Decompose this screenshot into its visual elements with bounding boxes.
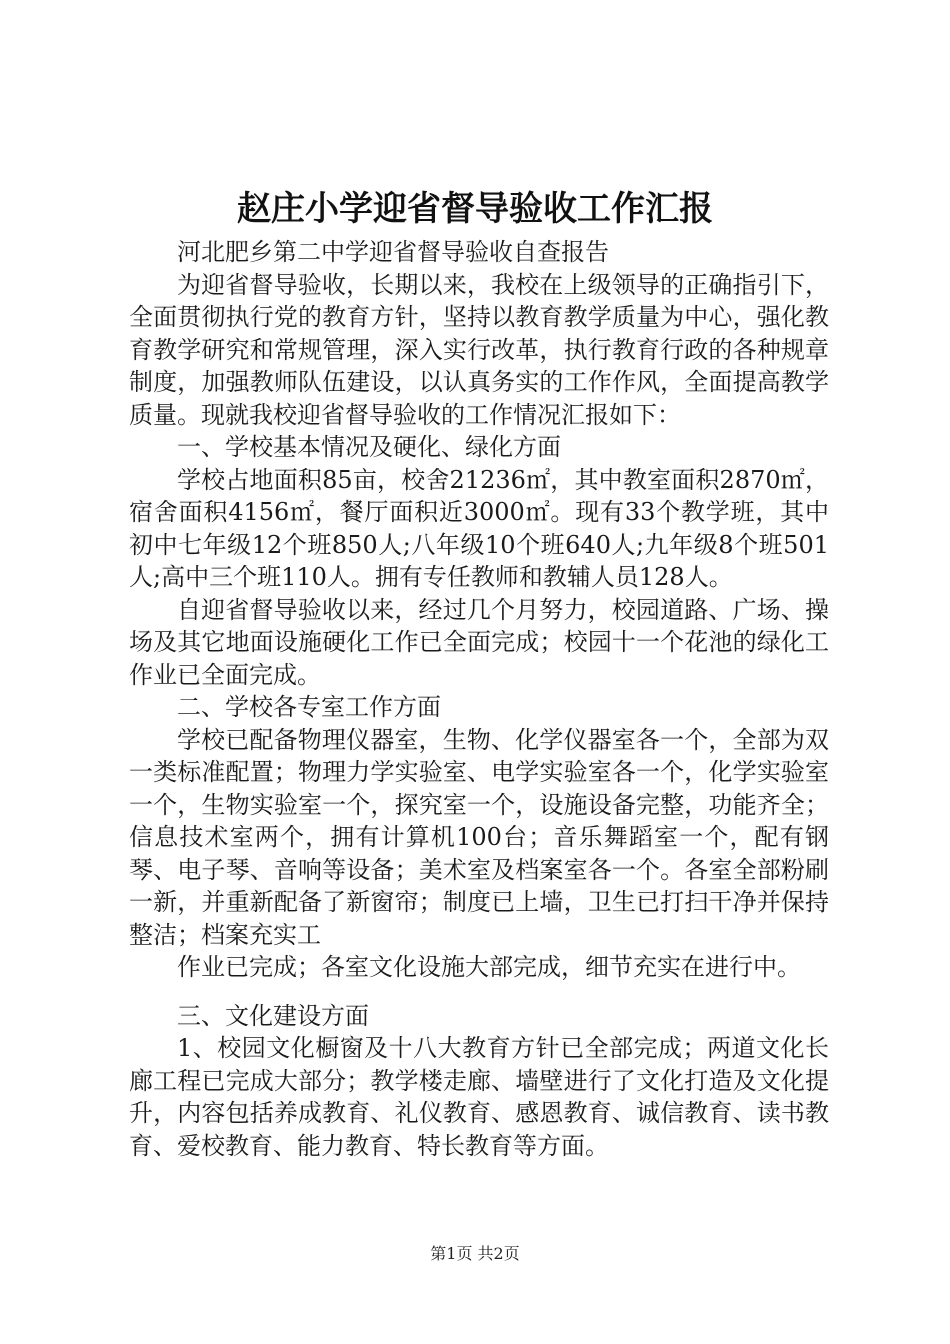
- section-heading-2: 二、学校各专室工作方面: [177, 693, 441, 721]
- paragraph-rooms-continued: 作业已完成；各室文化设施大部完成，细节充实在进行中。: [177, 953, 801, 981]
- section-heading-3: 三、文化建设方面: [177, 1001, 369, 1030]
- paragraph-hardening: 自迎省督导验收以来，经过几个月努力，校园道路、广场、操场及其它地面设施硬化工作已全面完成；校园十一个花池的绿化工作业已全面完成。: [129, 595, 829, 689]
- paragraph-rooms: 学校已配备物理仪器室，生物、化学仪器室各一个，全部为双一类标准配置；物理力学实验室、电学实验室各一个，化学实验室一个，生物实验室一个，探究室一个，设施设备完整，功能齐全；信息技术室两个，拥有计算机100台；音乐舞蹈室一个，配有钢琴、电子琴、音响等设备；美术室及档案室各一个。各室全部粉刷一新，并重新配备了新窗帘；制度已上墙，卫生已打扫干净并保持整洁；档案充实工: [129, 725, 829, 949]
- document-title: 赵庄小学迎省督导验收工作汇报: [237, 189, 713, 229]
- paragraph-basic-info: 学校占地面积85亩，校舍21236㎡，其中教室面积2870㎡，宿舍面积4156㎡，餐厅面积近3000㎡。现有33个教学班，其中初中七年级12个班850人;八年级10个班640人;九年级8个班501人;高中三个班110人。拥有专任教师和教辅人员128人。: [129, 465, 829, 591]
- page-indicator: 第1页 共2页: [430, 1244, 520, 1263]
- paragraph-subtitle: 河北肥乡第二中学迎省督导验收自查报告: [177, 238, 609, 266]
- section-heading-1: 一、学校基本情况及硬化、绿化方面: [177, 433, 561, 461]
- paragraph-culture: 1、校园文化橱窗及十八大教育方针已全部完成；两道文化长廊工程已完成大部分；教学楼走廊、墙壁进行了文化打造及文化提升，内容包括养成教育、礼仪教育、感恩教育、诚信教育、读书教育、爱校教育、能力教育、特长教育等方面。: [129, 1034, 829, 1160]
- paragraph-intro: 为迎省督导验收，长期以来，我校在上级领导的正确指引下，全面贯彻执行党的教育方针，坚持以教育教学质量为中心，强化教育教学研究和常规管理，深入实行改革，执行教育行政的各种规章制度，加强教师队伍建设，以认真务实的工作作风，全面提高教学质量。现就我校迎省督导验收的工作情况汇报如下：: [129, 270, 829, 429]
- document-body: [129, 236, 829, 1162]
